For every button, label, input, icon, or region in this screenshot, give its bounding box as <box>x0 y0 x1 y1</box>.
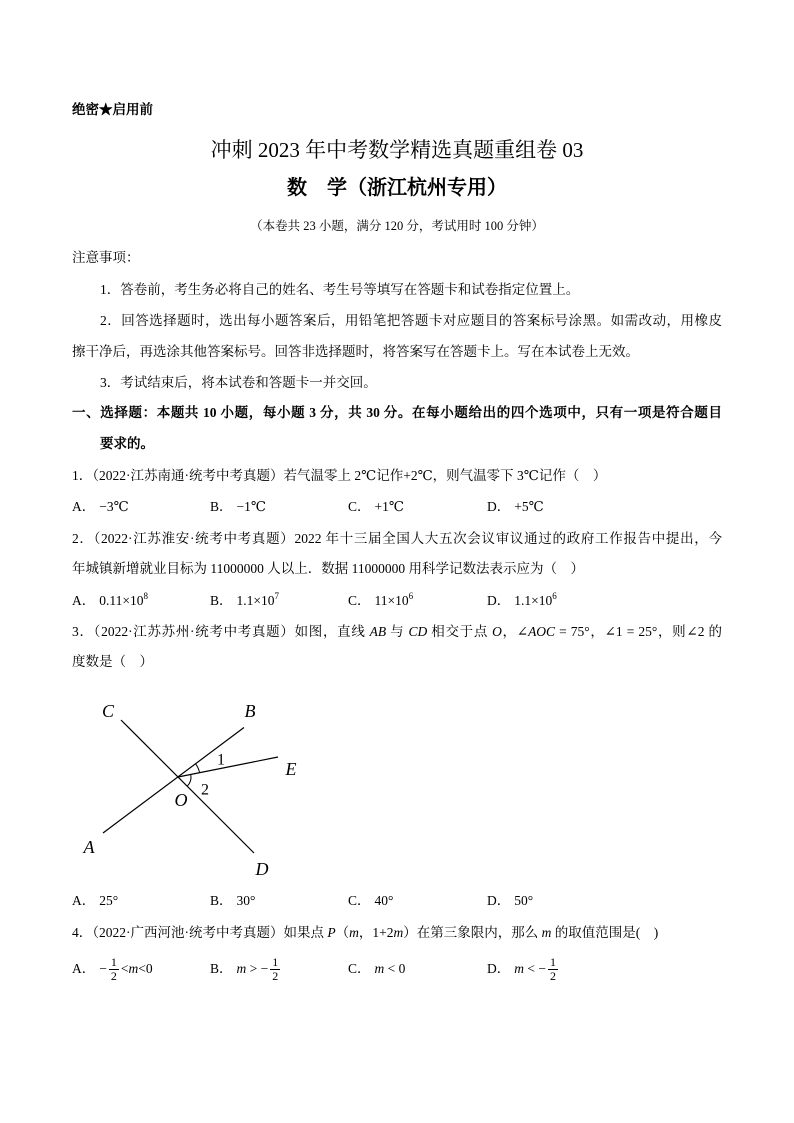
option-value <box>375 961 406 976</box>
variable-m: m <box>393 925 404 940</box>
fraction-denominator: 2 <box>110 969 117 984</box>
paper-title: 冲刺 2023 年中考数学精选真题重组卷 03 <box>210 138 584 162</box>
stem-text: ，∠ <box>501 624 529 639</box>
option-label: D． <box>487 593 511 608</box>
question-3-option-c <box>348 890 393 912</box>
fraction-numerator: 1 <box>549 955 556 970</box>
angle-label-2: 2 <box>201 781 209 799</box>
angle-1-arc <box>196 764 200 773</box>
operator-tail: <0 <box>138 961 153 976</box>
stem-text: 相交于点 <box>427 624 493 639</box>
question-2-option-b <box>210 590 279 612</box>
option-value <box>99 955 153 984</box>
option-value <box>236 955 283 984</box>
stem-text: 3．（2022·江苏苏州·统考中考真题）如图，直线 <box>72 624 370 639</box>
stem-text: 的取值范围是( ) <box>551 925 659 940</box>
line-name-cd: CD <box>408 624 428 639</box>
option-value <box>514 593 557 608</box>
question-4-stem <box>72 922 658 944</box>
notice-item-3: 3．考试结束后，将本试卷和答题卡一并交回。 <box>100 375 377 390</box>
option-value <box>375 593 414 608</box>
variable-m: m <box>349 925 359 940</box>
question-1-option-a <box>72 496 129 518</box>
fraction-denominator: 2 <box>272 969 279 984</box>
fraction <box>270 956 280 983</box>
question-2-option-d <box>487 590 557 612</box>
question-4-option-d <box>487 954 560 984</box>
notice-item-2-line-2: 擦干净后，再选涂其他答案标号。回答非选择题时，将答案写在答题卡上。写在本试卷上无效。 <box>72 344 639 359</box>
point-label-b: B <box>244 701 256 721</box>
section-heading-line-2: 要求的。 <box>100 436 154 451</box>
question-4-option-c <box>348 954 405 984</box>
question-1-option-c <box>348 496 404 518</box>
point-label-c: C <box>101 701 115 721</box>
section-heading-line-1: 一、选择题：本题共 10 小题，每小题 3 分，共 30 分。在每小题给出的四个选项中，只有一项是符合题目 <box>72 405 722 420</box>
option-label: D． <box>487 893 511 908</box>
option-label: D． <box>487 961 511 976</box>
question-4-option-a <box>72 954 153 984</box>
point-label-a: A <box>83 837 95 857</box>
stem-text: （ <box>335 925 350 940</box>
minus-sign: − <box>99 961 107 976</box>
question-2-stem-line-1: 2．（2022·江苏淮安·统考中考真题）2022 年十三届全国人大五次会议审议通过的政府工作报告中提出，今 <box>72 531 722 546</box>
fraction <box>109 956 119 983</box>
angle-name-aoc: AOC <box>528 624 556 639</box>
operator: < − <box>524 961 546 976</box>
line-name-ab: AB <box>369 624 387 639</box>
option-exponent: 8 <box>143 591 148 601</box>
option-value <box>237 593 280 608</box>
option-label: A． <box>72 499 96 514</box>
paper-info: （本卷共 23 小题，满分 120 分，考试用时 100 分钟） <box>250 219 544 233</box>
point-name-p: P <box>327 925 336 940</box>
question-1-option-d <box>487 496 544 518</box>
option-label: B． <box>210 893 233 908</box>
option-value: 25° <box>99 893 119 908</box>
question-2-stem-line-2: 年城镇新增就业目标为 11000000 人以上．数据 11000000 用科学记数法表示应为（ ） <box>72 561 584 576</box>
option-label: C． <box>348 499 371 514</box>
angle-label-1: 1 <box>217 751 225 769</box>
stem-text: = 75°，∠1 = 25°，则∠2 的 <box>555 624 723 639</box>
question-3-option-b <box>210 890 255 912</box>
variable-m: m <box>514 961 524 976</box>
stem-text: 与 <box>386 624 409 639</box>
fraction <box>548 956 558 983</box>
option-label: A． <box>72 593 96 608</box>
line-ab <box>103 728 244 834</box>
stem-text: ）在第三象限内，那么 <box>403 925 542 940</box>
option-label: A． <box>72 893 96 908</box>
option-exponent: 6 <box>408 591 414 601</box>
option-value: +1℃ <box>374 499 404 514</box>
option-exponent: 6 <box>552 591 557 601</box>
confidential-mark: 绝密★启用前 <box>72 102 153 117</box>
point-label-d: D <box>255 859 269 879</box>
question-3-option-d <box>487 890 533 912</box>
ray-oe <box>178 757 278 777</box>
operator: < <box>120 961 129 976</box>
option-label: B． <box>210 499 233 514</box>
variable-m: m <box>374 961 385 976</box>
question-4-option-b <box>210 954 282 984</box>
variable-m: m <box>128 961 139 976</box>
option-base: 1.1×10 <box>514 593 553 608</box>
variable-m: m <box>236 961 247 976</box>
question-3-figure <box>72 695 312 885</box>
option-value: −1℃ <box>236 499 266 514</box>
stem-text: 4．（2022·广西河池·统考中考真题）如果点 <box>72 925 328 940</box>
stem-text: ，1+2 <box>358 925 394 940</box>
operator-tail: < 0 <box>384 961 406 976</box>
variable-m: m <box>541 925 552 940</box>
fraction-denominator: 2 <box>549 969 556 984</box>
option-base: 11×10 <box>374 593 409 608</box>
option-label: C． <box>348 593 371 608</box>
option-value: −3℃ <box>99 499 129 514</box>
question-1-option-b <box>210 496 266 518</box>
paper-subject: 数 学（浙江杭州专用） <box>287 177 507 199</box>
option-label: B． <box>210 593 233 608</box>
option-value <box>514 955 560 984</box>
option-value: 30° <box>236 893 256 908</box>
option-label: C． <box>348 893 371 908</box>
fraction-numerator: 1 <box>110 955 117 970</box>
option-value: +5℃ <box>514 499 544 514</box>
question-2-option-c <box>348 590 413 612</box>
angle-2-arc <box>187 774 191 786</box>
point-label-o: O <box>174 790 188 810</box>
notice-item-2-line-1: 2．回答选择题时，选出每小题答案后，用铅笔把答题卡对应题目的答案标号涂黑。如需改动，用橡皮 <box>100 313 722 328</box>
option-label: C． <box>348 961 371 976</box>
option-exponent: 7 <box>274 591 280 601</box>
point-label-e: E <box>285 759 297 779</box>
question-3-stem-line-2: 度数是（ ） <box>72 654 153 669</box>
option-base: 0.11×10 <box>99 593 144 608</box>
option-label: D． <box>487 499 511 514</box>
fraction-numerator: 1 <box>272 955 279 970</box>
notice-heading: 注意事项： <box>72 250 140 265</box>
question-3-option-a <box>72 890 118 912</box>
option-base: 1.1×10 <box>236 593 275 608</box>
option-value: 50° <box>514 893 534 908</box>
question-3-stem-line-1 <box>72 621 722 643</box>
option-label: B． <box>210 961 233 976</box>
notice-item-1: 1．答卷前，考生务必将自己的姓名、考生号等填写在答题卡和试卷指定位置上。 <box>100 282 580 297</box>
option-value: 40° <box>374 893 394 908</box>
operator: > − <box>246 961 269 976</box>
option-label: A． <box>72 961 96 976</box>
point-name-o: O <box>492 624 502 639</box>
question-1-stem: 1．（2022·江苏南通·统考中考真题）若气温零上 2℃记作+2℃，则气温零下 3℃记作（ ） <box>72 468 607 483</box>
option-value <box>99 593 148 608</box>
question-2-option-a <box>72 590 148 612</box>
